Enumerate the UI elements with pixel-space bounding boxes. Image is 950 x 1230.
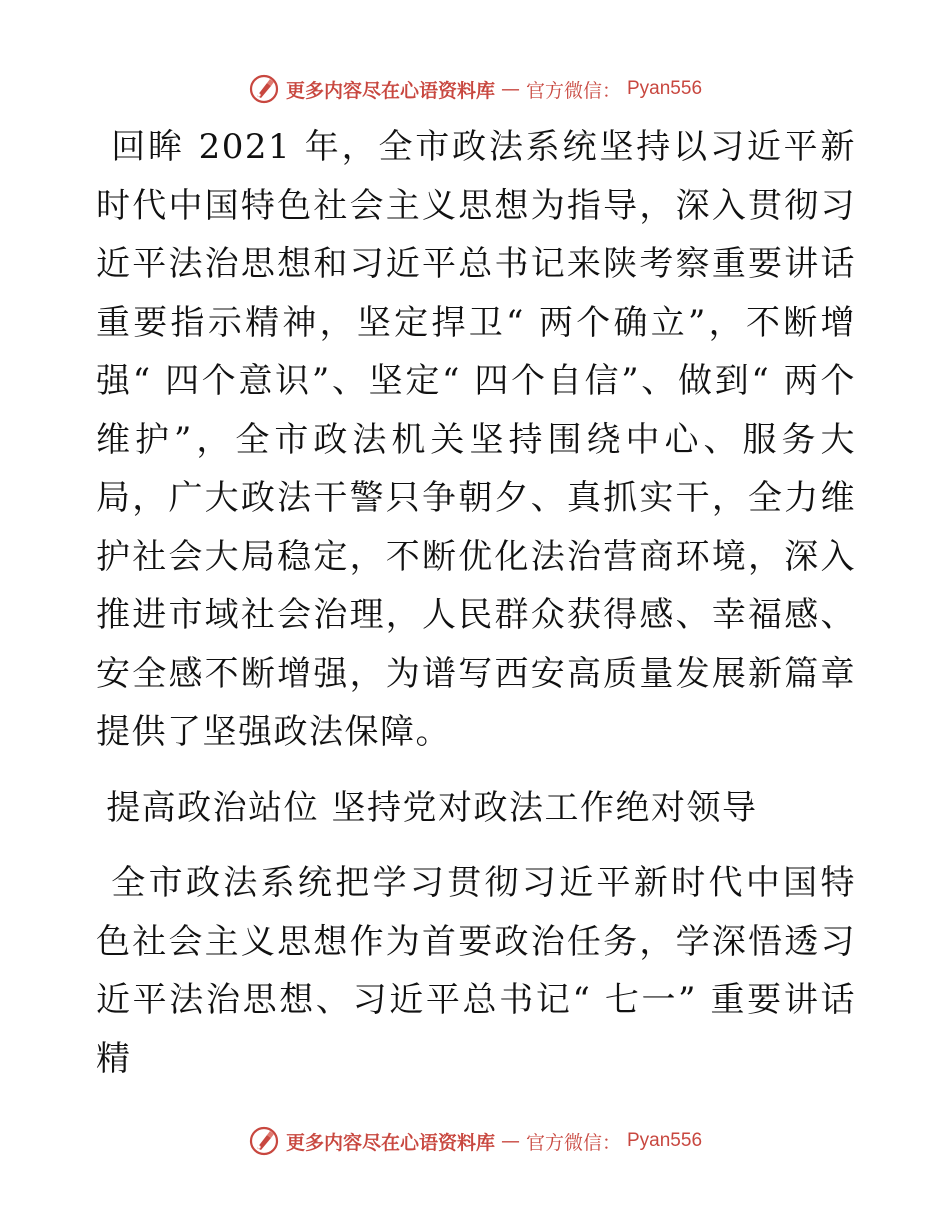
header-watermark — [0, 72, 950, 106]
watermark-main-text: 更多内容尽在心语资料库 — [285, 1131, 495, 1154]
pen-nib-logo-icon — [248, 1125, 280, 1157]
watermark-contact-id: Pyan556 — [627, 1130, 703, 1151]
watermark-contact-label: 官方微信： — [525, 79, 621, 102]
footer-watermark — [0, 1124, 950, 1158]
watermark-dash: — — [500, 78, 520, 100]
paragraph-2: 全市政法系统把学习贯彻习近平新时代中国特色社会主义思想作为首要政治任务，学深悟透习近平法治思想、习近平总书记“ 七一” 重要讲话精 — [96, 863, 856, 1079]
watermark-contact-id: Pyan556 — [627, 78, 703, 99]
watermark-main-text: 更多内容尽在心语资料库 — [285, 79, 495, 102]
watermark-dash: — — [500, 1130, 520, 1152]
document-body — [96, 118, 856, 1088]
pen-nib-logo-icon — [248, 73, 280, 105]
watermark-contact-label: 官方微信： — [525, 1131, 621, 1154]
section-heading: 提高政治站位 坚持党对政法工作绝对领导 — [106, 787, 758, 828]
paragraph-1: 回眸 2021 年，全市政法系统坚持以习近平新时代中国特色社会主义思想为指导，深入贯彻习近平法治思想和习近平总书记来陕考察重要讲话重要指示精神，坚定捍卫“ 两个确立”，不断增强“ 四个意识”、坚定“ 四个自信”、做到“ 两个维护”，全市政法机关坚持围绕中心、服务大局，广大政法干警只争朝夕、真抓实干，全力维护社会大局稳定，不断优化法治营商环境，深入推进市域社会治理，人民群众获得感、幸福感、安全感不断增强，为谱写西安高质量发展新篇章提供了坚强政法保障。 — [96, 127, 856, 752]
